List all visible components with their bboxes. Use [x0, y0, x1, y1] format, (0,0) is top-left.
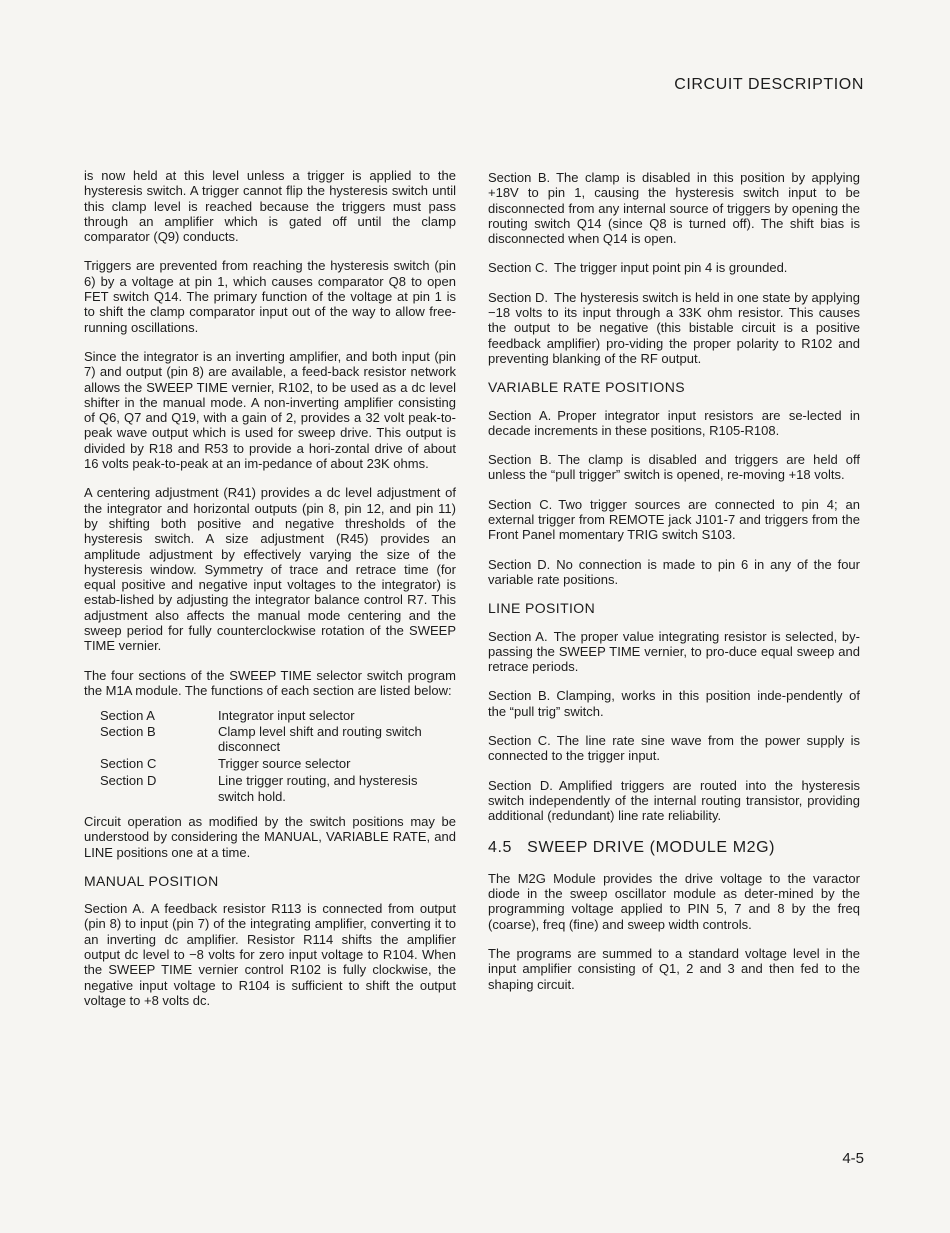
paragraph: Section C. The line rate sine wave from the power supply is connected to the trigger input.: [488, 733, 860, 764]
paragraph: Section A. Proper integrator input resistors are se-lected in decade increments in these positions, R105-R108.: [488, 407, 861, 438]
table-row: Section B Clamp level shift and routing switch disconnect: [100, 723, 422, 754]
switch-sections-table: [100, 708, 456, 804]
right-column: [488, 170, 860, 1006]
paragraph: Section B. Clamping, works in this position inde-pendently of the “pull trig” switch.: [488, 688, 860, 719]
page-header-title: CIRCUIT DESCRIPTION: [674, 76, 864, 93]
section-heading: 4.5 SWEEP DRIVE (MODULE M2G): [488, 838, 776, 856]
page-number: 4-5: [842, 1150, 864, 1167]
paragraph: Section D. No connection is made to pin 6 in any of the four variable rate positions.: [488, 556, 860, 587]
table-row: Section A Integrator input selector: [100, 708, 355, 724]
paragraph: Section D. Amplified triggers are routed into the hysteresis switch independently of the internal routing transistor, providing additional (redundant) line rate reliability.: [488, 777, 861, 824]
paragraph: The M2G Module provides the drive voltage to the varactor diode in the sweep oscillator module as deter-mined by the programming voltage applied to PIN 5, 7 and 8 by the freq (coarse), freq (fine) and sweep width controls.: [488, 870, 860, 932]
paragraph: Circuit operation as modified by the switch positions may be understood by considering the MANUAL, VARIABLE RATE, and LINE positions one at a time.: [84, 813, 456, 860]
paragraph: Triggers are prevented from reaching the hysteresis switch (pin 6) by a voltage at pin 1, which causes comparator Q8 to open FET switch Q14. The primary function of the voltage at pin 1 is to shift the clamp comparator input out of the way to allow free-running oscillations.: [84, 258, 456, 335]
paragraph: A centering adjustment (R41) provides a dc level adjustment of the integrator and horizontal outputs (pin 8, pin 12, and pin 11) by shifting both positive and negative thresholds of the hysteresis switch. A size adjustment (R45) provides an amplitude adjustment by effectively varying the size of the hysteresis window. Symmetry of trace and retrace time (for equal positive and negative input voltages to the integrator) is estab-lished by adjusting the integrator balance control R7. This adjustment also affects the manual mode centering and the sweep period for fully counterclockwise rotation of the SWEEP TIME vernier.: [84, 485, 456, 654]
paragraph: Section B. The clamp is disabled and triggers are held off unless the “pull trigger” switch is opened, re-moving +18 volts.: [488, 452, 860, 483]
subsection-heading: MANUAL POSITION: [84, 872, 219, 889]
paragraph: Section A. The proper value integrating resistor is selected, by-passing the SWEEP TIME vernier, to pro-duce equal sweep and retrace periods.: [488, 628, 860, 675]
paragraph: Since the integrator is an inverting amplifier, and both input (pin 7) and output (pin 8) are available, a feed-back resistor network allows the SWEEP TIME vernier, R102, to be used as a dc level shifter in the manual mode. A non-inverting amplifier consisting of Q6, Q7 and Q19, with a gain of 2, provides a 32 volt peak-to-peak wave output which is used for sweep drive. This output is divided by R18 and R53 to provide a hori-zontal drive of about 16 volts peak-to-peak at an im-pedance of about 23K ohms.: [84, 348, 456, 472]
subsection-heading: VARIABLE RATE POSITIONS: [488, 379, 685, 396]
paragraph: Section C. Two trigger sources are connected to pin 4; an external trigger from REMOTE jack J101-7 and triggers from the Front Panel momentary TRIG switch S103.: [488, 496, 860, 543]
left-column: [84, 168, 456, 1022]
paragraph: Section A. A feedback resistor R113 is connected from output (pin 8) to input (pin 7) of the integrating amplifier, converting it to an inverting dc amplifier. Resistor R114 shifts the amplifier output dc level to −8 volts for zero input voltage to R104. When the SWEEP TIME vernier control R102 is fully clockwise, the negative input voltage to R104 is sufficient to shift the output voltage to +8 volts dc.: [84, 901, 456, 1008]
paragraph: Section B. The clamp is disabled in this position by applying +18V to pin 1, causing the hysteresis switch input to be disconnected from any internal source of triggers by opening the routing switch Q14 (since Q8 is turned off). The shift bias is disconnected when Q14 is open.: [488, 170, 860, 247]
paragraph: is now held at this level unless a trigger is applied to the hysteresis switch. A trigger cannot flip the hysteresis switch until this clamp level is reached because the triggers must pass through an amplifier which is gated off until the clamp comparator (Q9) conducts.: [84, 168, 456, 245]
paragraph: Section C. The trigger input point pin 4 is grounded.: [488, 260, 788, 276]
subsection-heading: LINE POSITION: [488, 600, 596, 617]
paragraph: Section D. The hysteresis switch is held in one state by applying −18 volts to its input through a 33K ohm resistor. This causes the output to be negative (this bistable circuit is a positive feedback amplifier) pro-viding the proper polarity to R102 and preventing blanking of the RF output.: [488, 289, 860, 366]
table-row: Section D Line trigger routing, and hysteresis switch hold.: [100, 773, 418, 804]
table-row: Section C Trigger source selector: [100, 756, 351, 772]
paragraph: The four sections of the SWEEP TIME selector switch program the M1A module. The functions of each section are listed below:: [84, 667, 456, 698]
paragraph: The programs are summed to a standard voltage level in the input amplifier consisting of Q1, 2 and 3 and then fed to the shaping circuit.: [488, 945, 860, 992]
